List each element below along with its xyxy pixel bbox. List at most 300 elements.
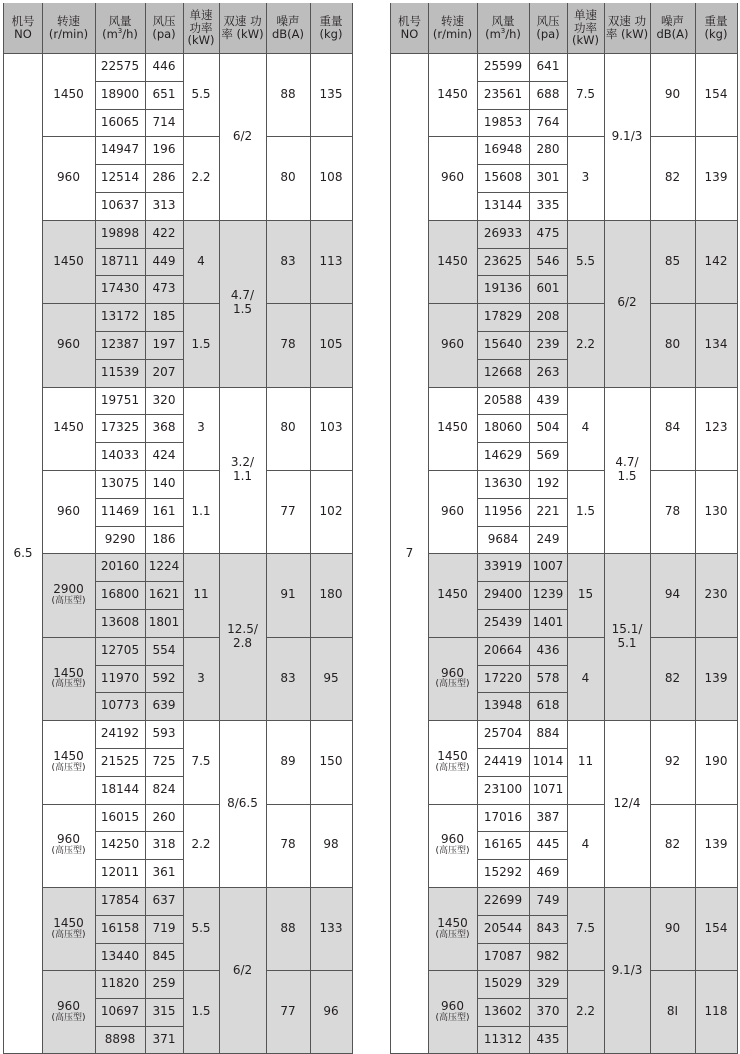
row-divider	[477, 442, 567, 443]
pressure-value: 725	[152, 754, 176, 768]
airflow-value: 14250	[100, 837, 140, 852]
pressure-cell	[529, 387, 567, 415]
airflow-value: 29400	[483, 587, 523, 602]
airflow-cell	[477, 970, 529, 998]
pressure-value: 1071	[532, 781, 564, 796]
noise-value: 90	[664, 86, 681, 101]
airflow-cell	[95, 748, 145, 776]
airflow-value: 17325	[100, 420, 140, 435]
weight-cell	[310, 387, 352, 470]
single-speed-power-value: 3	[581, 170, 590, 185]
single-speed-power-cell	[183, 470, 219, 553]
section-divider	[42, 387, 352, 388]
speed-cell	[428, 970, 477, 1053]
header-speed	[42, 3, 95, 53]
row-divider	[95, 81, 183, 82]
airflow-cell	[95, 359, 145, 387]
airflow-cell	[477, 553, 529, 581]
airflow-value: 11820	[100, 976, 140, 991]
header-dual-speed-power-text: 双速 功率 (kW)	[221, 14, 264, 41]
pressure-value: 592	[152, 670, 176, 685]
column-divider	[695, 3, 696, 1054]
row-divider	[95, 748, 183, 749]
row-divider	[95, 831, 183, 832]
pressure-value: 315	[152, 1004, 176, 1019]
header-airflow-label: 风量 (m	[102, 14, 132, 41]
header-pressure-text: 风压 (pa)	[152, 14, 176, 41]
pressure-cell	[145, 526, 183, 554]
speed-value: 1450	[53, 253, 84, 268]
header-weight-text: 重量 (kg)	[704, 14, 728, 41]
pressure-value: 259	[152, 976, 176, 991]
column-divider	[183, 3, 184, 1054]
weight-value: 142	[704, 253, 728, 268]
dual-speed-power-value: 8/6.5	[227, 795, 258, 810]
weight-value: 105	[319, 336, 343, 351]
single-speed-power-value: 5.5	[191, 86, 211, 101]
airflow-cell	[95, 303, 145, 331]
weight-cell	[695, 553, 737, 636]
airflow-value: 16800	[100, 587, 140, 602]
airflow-value: 17829	[483, 309, 523, 324]
noise-cell	[650, 553, 695, 636]
noise-value: 82	[664, 837, 681, 852]
noise-value: 85	[664, 253, 681, 268]
single-speed-power-cell	[567, 470, 604, 553]
column-divider	[428, 3, 429, 1054]
noise-value: 94	[664, 587, 681, 602]
single-speed-power-value: 1.5	[191, 336, 211, 351]
speed-value: 1450	[437, 420, 468, 435]
single-speed-power-cell	[567, 970, 604, 1053]
section-divider	[428, 720, 737, 721]
speed-value: 1450	[53, 86, 84, 101]
airflow-cell	[477, 804, 529, 832]
group-divider	[428, 136, 604, 137]
model-number-cell	[391, 53, 428, 1054]
airflow-cell	[95, 637, 145, 665]
header-noise-text: 噪声 dB(A)	[656, 14, 689, 41]
weight-value: 98	[323, 837, 339, 852]
airflow-value: 21525	[100, 754, 140, 768]
speed-value: 1450	[437, 749, 468, 764]
speed-cell	[428, 470, 477, 553]
airflow-cell	[477, 387, 529, 415]
dual-speed-power-cell	[219, 53, 266, 220]
pressure-value: 320	[152, 392, 176, 407]
pressure-value: 641	[536, 59, 560, 73]
dual-speed-power-cell	[604, 553, 650, 720]
airflow-value: 16948	[483, 142, 523, 157]
pressure-cell	[145, 164, 183, 192]
high-pressure-label: (高压型)	[435, 679, 470, 690]
speed-value: 960	[57, 336, 80, 351]
speed-value: 1450	[53, 915, 84, 930]
group-divider	[266, 970, 352, 971]
airflow-value: 13172	[100, 309, 140, 324]
row-divider	[477, 81, 567, 82]
noise-value: 82	[664, 670, 681, 685]
airflow-value: 15640	[483, 337, 523, 351]
pressure-cell	[529, 553, 567, 581]
noise-value: 77	[280, 1004, 296, 1019]
speed-value: 1450	[437, 86, 468, 101]
airflow-cell	[95, 248, 145, 276]
section-divider	[428, 553, 737, 554]
dual-speed-power-value: 4.7/ 1.5	[230, 288, 255, 317]
pressure-cell	[529, 609, 567, 637]
airflow-cell	[95, 1026, 145, 1054]
single-speed-power-cell	[567, 136, 604, 219]
speed-value: 960	[57, 503, 80, 518]
pressure-cell	[529, 81, 567, 109]
header-model-no	[391, 3, 428, 53]
row-divider	[477, 1026, 567, 1027]
airflow-value: 15029	[483, 976, 523, 991]
group-divider	[428, 470, 604, 471]
single-speed-power-value: 3	[197, 670, 205, 685]
row-divider	[477, 609, 567, 610]
high-pressure-label: (高压型)	[435, 762, 470, 773]
speed-cell	[428, 387, 477, 470]
row-divider	[477, 498, 567, 499]
weight-value: 139	[704, 837, 728, 852]
pressure-value: 1224	[148, 559, 180, 574]
weight-cell	[310, 804, 352, 887]
airflow-value: 17016	[483, 809, 523, 824]
noise-cell	[650, 887, 695, 970]
pressure-cell	[529, 442, 567, 470]
airflow-value: 19136	[483, 281, 523, 296]
pressure-cell	[145, 1026, 183, 1054]
row-divider	[95, 414, 183, 415]
pressure-value: 688	[536, 86, 560, 101]
pressure-cell	[529, 637, 567, 665]
dual-speed-power-cell	[219, 387, 266, 554]
dual-speed-power-cell	[219, 720, 266, 887]
column-divider	[219, 3, 220, 1054]
single-speed-power-value: 1.5	[191, 1004, 211, 1019]
single-speed-power-value: 4	[581, 670, 590, 685]
fan-spec-table-left	[3, 3, 353, 1054]
pressure-cell	[145, 470, 183, 498]
airflow-value: 10697	[100, 1004, 140, 1019]
pressure-cell	[145, 53, 183, 81]
airflow-cell	[95, 859, 145, 887]
single-speed-power-cell	[567, 887, 604, 970]
high-pressure-label: (高压型)	[51, 929, 86, 940]
airflow-cell	[477, 887, 529, 915]
pressure-cell	[529, 359, 567, 387]
airflow-cell	[95, 609, 145, 637]
pressure-value: 637	[152, 893, 176, 907]
noise-cell	[266, 303, 310, 386]
airflow-cell	[477, 275, 529, 303]
pressure-cell	[529, 859, 567, 887]
group-divider	[266, 804, 352, 805]
pressure-value: 1401	[532, 615, 564, 629]
single-speed-power-cell	[567, 553, 604, 636]
airflow-value: 14629	[483, 448, 523, 463]
row-divider	[477, 526, 567, 527]
pressure-value: 286	[152, 170, 176, 185]
airflow-value: 25704	[483, 726, 523, 741]
dual-speed-power-value: 9.1/3	[611, 128, 643, 143]
noise-cell	[650, 804, 695, 887]
speed-value: 960	[441, 336, 464, 351]
speed-value: 960	[441, 503, 464, 518]
weight-value: 96	[323, 1004, 339, 1019]
single-speed-power-cell	[183, 970, 219, 1053]
speed-cell	[42, 220, 95, 303]
pressure-cell	[529, 915, 567, 943]
header-airflow-unit: /h)	[122, 27, 138, 41]
row-divider	[477, 859, 567, 860]
column-divider	[477, 3, 478, 1054]
pressure-value: 318	[152, 837, 176, 852]
single-speed-power-cell	[183, 303, 219, 386]
row-divider	[477, 414, 567, 415]
row-divider	[95, 915, 183, 916]
dual-speed-power-cell	[604, 53, 650, 220]
single-speed-power-cell	[567, 53, 604, 136]
weight-cell	[310, 553, 352, 636]
single-speed-power-cell	[183, 136, 219, 219]
dual-speed-power-cell	[219, 887, 266, 1054]
group-divider	[266, 470, 352, 471]
row-divider	[477, 692, 567, 693]
pressure-cell	[529, 581, 567, 609]
airflow-cell	[477, 943, 529, 971]
single-speed-power-value: 2.2	[191, 170, 211, 185]
noise-value: 78	[280, 336, 296, 351]
airflow-cell	[95, 164, 145, 192]
header-speed	[428, 3, 477, 53]
header-pressure	[145, 3, 183, 53]
pressure-value: 197	[152, 337, 176, 351]
airflow-cell	[477, 915, 529, 943]
airflow-cell	[477, 81, 529, 109]
speed-cell	[42, 804, 95, 887]
high-pressure-label: (高压型)	[435, 1013, 470, 1024]
pressure-value: 186	[152, 531, 176, 546]
pressure-cell	[529, 943, 567, 971]
airflow-value: 26933	[483, 225, 523, 240]
single-speed-power-cell	[183, 53, 219, 136]
airflow-value: 12705	[100, 642, 140, 657]
group-divider	[266, 136, 352, 137]
speed-cell	[428, 53, 477, 136]
noise-cell	[266, 804, 310, 887]
pressure-cell	[145, 748, 183, 776]
row-divider	[477, 192, 567, 193]
pressure-cell	[145, 331, 183, 359]
airflow-value: 10637	[100, 198, 140, 212]
noise-cell	[650, 136, 695, 219]
dual-speed-power-value: 15.1/ 5.1	[611, 621, 643, 650]
airflow-cell	[477, 665, 529, 693]
airflow-cell	[95, 553, 145, 581]
header-pressure-text: 风压 (pa)	[536, 14, 560, 41]
group-divider	[650, 136, 737, 137]
airflow-value: 14947	[100, 142, 140, 157]
group-divider	[42, 637, 219, 638]
dual-speed-power-cell	[219, 220, 266, 387]
pressure-cell	[529, 748, 567, 776]
row-divider	[95, 859, 183, 860]
pressure-cell	[145, 915, 183, 943]
weight-cell	[695, 220, 737, 303]
pressure-cell	[529, 164, 567, 192]
airflow-value: 11970	[100, 670, 140, 685]
dual-speed-power-cell	[604, 387, 650, 554]
pressure-value: 368	[152, 420, 176, 435]
weight-cell	[695, 887, 737, 970]
pressure-value: 260	[152, 809, 176, 824]
airflow-cell	[477, 442, 529, 470]
pressure-cell	[529, 109, 567, 137]
speed-cell	[42, 720, 95, 803]
airflow-value: 14033	[100, 448, 140, 463]
pressure-value: 449	[152, 253, 176, 268]
speed-value: 960	[441, 170, 464, 185]
pressure-cell	[529, 331, 567, 359]
weight-value: 133	[319, 920, 343, 935]
airflow-cell	[477, 831, 529, 859]
airflow-value: 16165	[483, 837, 523, 852]
single-speed-power-value: 11	[193, 587, 209, 602]
high-pressure-label: (高压型)	[51, 762, 86, 773]
row-divider	[95, 692, 183, 693]
header-weight-text: 重量 (kg)	[319, 14, 343, 41]
pressure-value: 446	[152, 59, 176, 73]
speed-value: 960	[441, 832, 464, 847]
airflow-value: 23561	[483, 86, 523, 101]
header-divider	[391, 53, 737, 54]
airflow-value: 13630	[483, 476, 523, 490]
model-number-value: 6.5	[13, 545, 33, 560]
dual-speed-power-value: 9.1/3	[611, 962, 643, 977]
noise-cell	[650, 220, 695, 303]
section-divider	[42, 887, 352, 888]
airflow-value: 23100	[483, 781, 523, 796]
pressure-value: 192	[536, 476, 560, 490]
weight-value: 118	[704, 1004, 728, 1019]
airflow-cell	[477, 359, 529, 387]
single-speed-power-value: 2.2	[575, 336, 596, 351]
model-number-cell	[4, 53, 42, 1054]
pressure-cell	[145, 81, 183, 109]
airflow-value: 17430	[100, 281, 140, 296]
pressure-value: 845	[152, 948, 176, 963]
noise-value: 89	[280, 753, 296, 768]
pressure-cell	[529, 53, 567, 81]
airflow-cell	[95, 498, 145, 526]
airflow-cell	[95, 53, 145, 81]
airflow-cell	[95, 192, 145, 220]
pressure-cell	[145, 248, 183, 276]
section-divider	[42, 720, 352, 721]
row-divider	[95, 998, 183, 999]
noise-value: 78	[280, 837, 296, 852]
pressure-cell	[145, 804, 183, 832]
single-speed-power-value: 4	[197, 253, 205, 268]
noise-cell	[650, 720, 695, 803]
section-divider	[428, 220, 737, 221]
weight-cell	[695, 136, 737, 219]
section-divider	[42, 553, 352, 554]
pressure-cell	[145, 387, 183, 415]
row-divider	[95, 192, 183, 193]
weight-value: 190	[704, 753, 728, 768]
pressure-value: 714	[152, 114, 176, 129]
speed-value: 1450	[437, 253, 468, 268]
airflow-value: 16065	[100, 114, 140, 129]
speed-value: 960	[57, 999, 80, 1014]
speed-cell	[428, 136, 477, 219]
weight-cell	[695, 970, 737, 1053]
weight-value: 102	[319, 503, 343, 518]
single-speed-power-value: 7.5	[575, 920, 596, 935]
pressure-cell	[145, 943, 183, 971]
airflow-cell	[477, 720, 529, 748]
group-divider	[266, 303, 352, 304]
airflow-value: 19751	[100, 392, 140, 407]
speed-cell	[428, 220, 477, 303]
airflow-value: 16158	[100, 920, 140, 935]
header-dual-speed-power	[604, 3, 650, 53]
airflow-cell	[95, 136, 145, 164]
airflow-value: 13948	[483, 698, 523, 713]
weight-cell	[310, 136, 352, 219]
pressure-value: 1801	[148, 615, 180, 629]
pressure-value: 473	[152, 281, 176, 296]
airflow-cell	[477, 109, 529, 137]
high-pressure-label: (高压型)	[51, 846, 86, 857]
single-speed-power-cell	[183, 220, 219, 303]
header-pressure	[529, 3, 567, 53]
group-divider	[42, 804, 219, 805]
group-divider	[42, 470, 219, 471]
airflow-value: 13144	[483, 198, 523, 212]
airflow-cell	[95, 943, 145, 971]
pressure-cell	[145, 498, 183, 526]
group-divider	[428, 804, 604, 805]
airflow-cell	[477, 526, 529, 554]
group-divider	[428, 303, 604, 304]
speed-cell	[42, 470, 95, 553]
pressure-value: 335	[536, 198, 560, 212]
airflow-value: 23625	[483, 253, 523, 268]
pressure-cell	[145, 553, 183, 581]
group-divider	[266, 637, 352, 638]
single-speed-power-value: 2.2	[575, 1004, 596, 1019]
pressure-cell	[145, 637, 183, 665]
noise-cell	[266, 470, 310, 553]
row-divider	[95, 498, 183, 499]
noise-cell	[266, 53, 310, 136]
pressure-cell	[529, 248, 567, 276]
dual-speed-power-value: 4.7/ 1.5	[615, 455, 639, 483]
noise-value: 84	[664, 420, 681, 435]
pressure-cell	[145, 831, 183, 859]
pressure-cell	[145, 220, 183, 248]
pressure-value: 435	[536, 1032, 560, 1046]
airflow-value: 19898	[100, 225, 140, 240]
weight-value: 95	[323, 670, 339, 685]
row-divider	[477, 665, 567, 666]
weight-cell	[695, 53, 737, 136]
